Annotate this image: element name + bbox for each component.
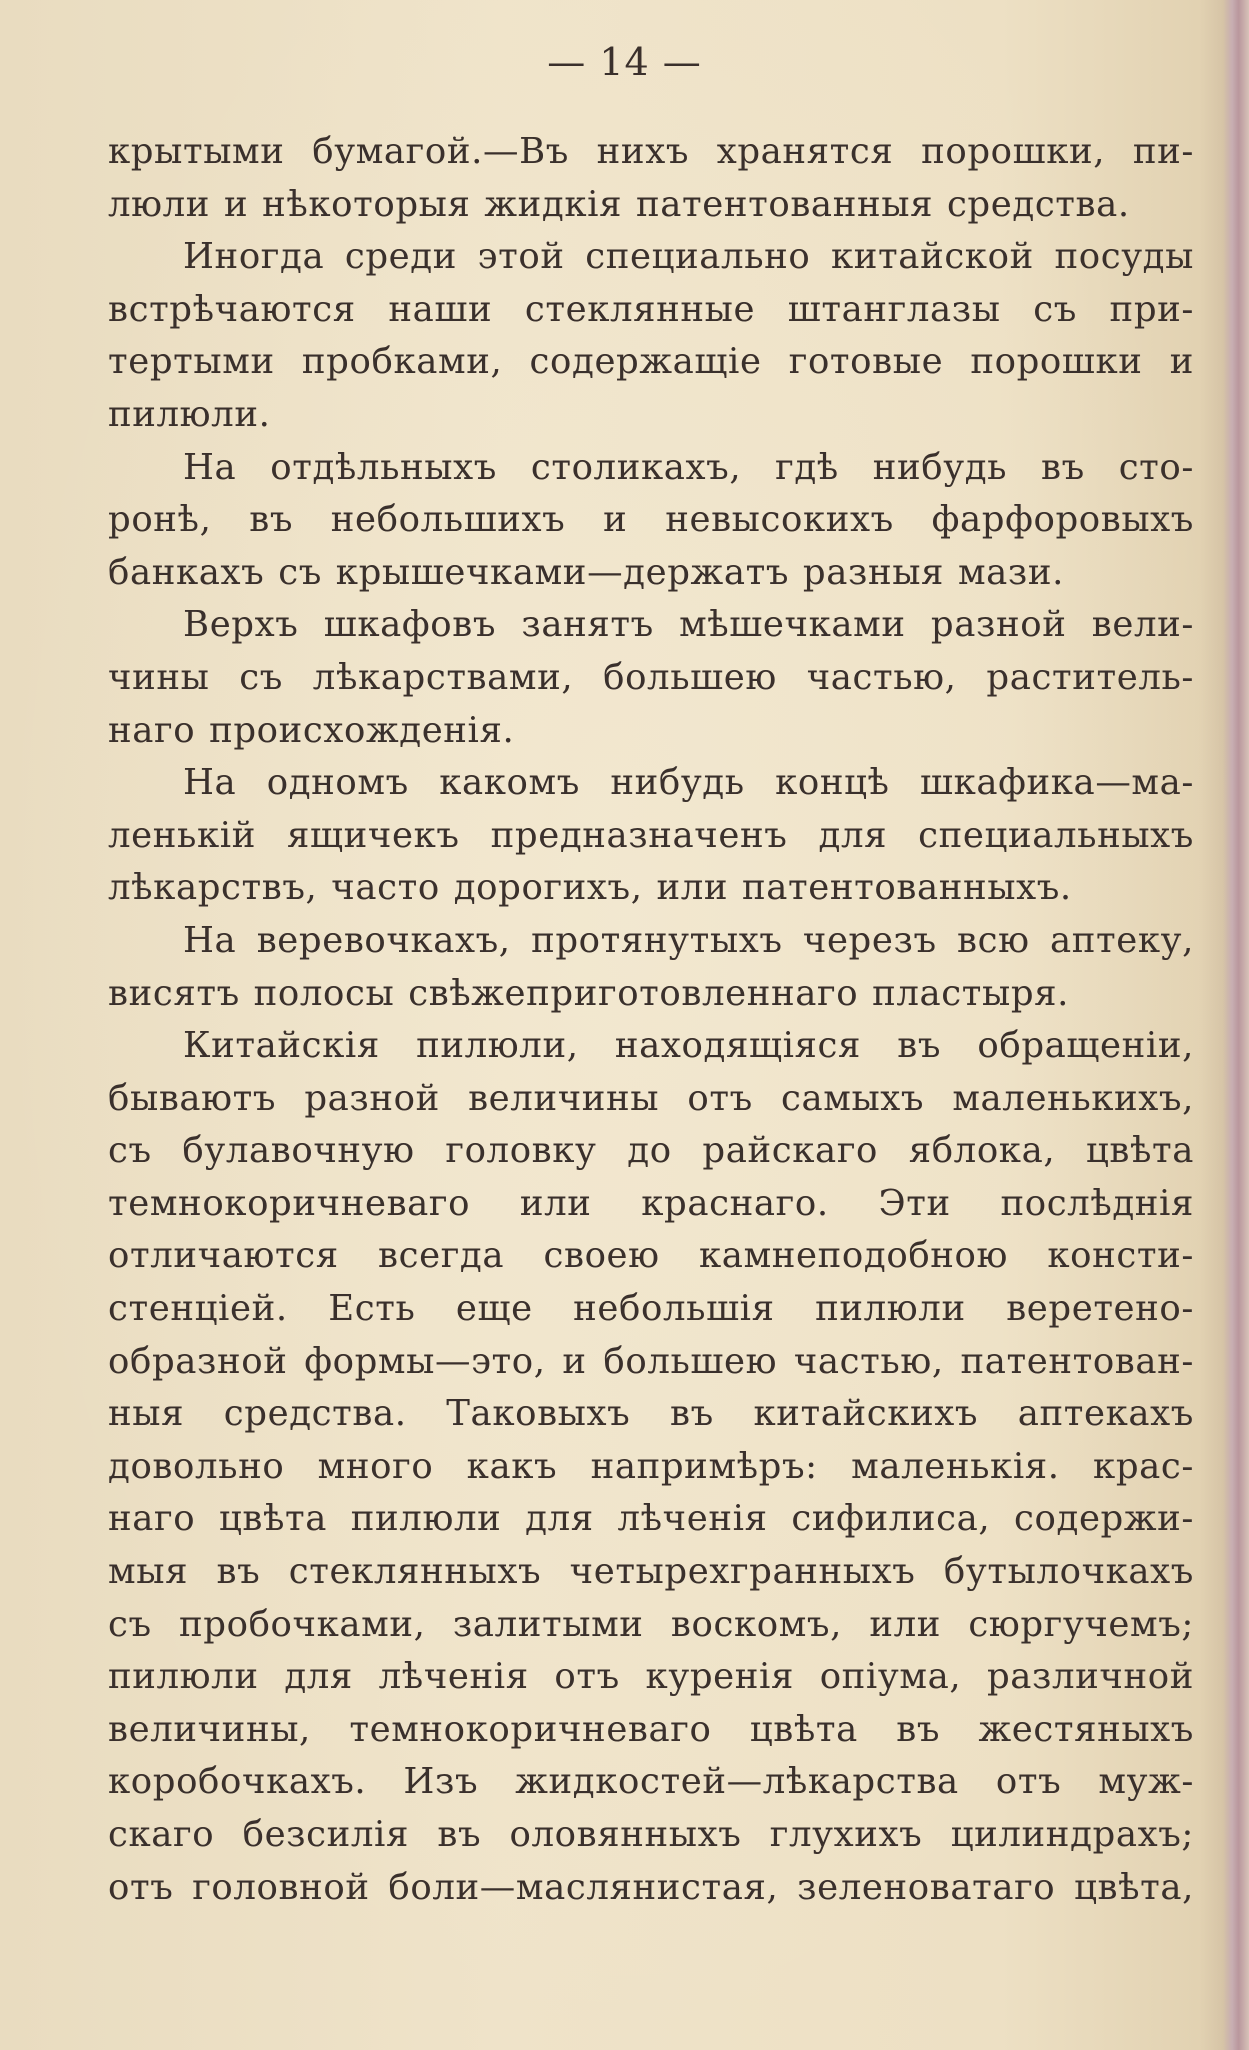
text-line: чины съ лѣкарствами, большею частью, раститель-	[108, 656, 1194, 698]
paragraph	[108, 126, 1194, 231]
text-line: темнокоричневаго или краснаго. Эти послѣднія	[108, 1182, 1194, 1224]
paragraph	[108, 757, 1194, 915]
paragraph	[108, 442, 1194, 600]
text-line: наго происхожденія.	[108, 709, 515, 751]
paragraph	[108, 915, 1194, 1020]
text-line: отъ головной боли—маслянистая, зеленоватаго цвѣта,	[108, 1866, 1194, 1908]
text-line: довольно много какъ напримѣръ: маленькія. крас-	[108, 1445, 1194, 1487]
text-line: образной формы—это, и большею частью, патентован-	[108, 1340, 1194, 1382]
text-line: стенціей. Есть еще небольшія пилюли веретено-	[108, 1288, 1194, 1330]
text-line: тертыми пробками, содержащіе готовые порошки и	[108, 341, 1194, 383]
text-line: люли и нѣкоторыя жидкія патентованныя средства.	[108, 183, 1130, 225]
text-line: Иногда среди этой специально китайской посуды	[183, 236, 1194, 278]
text-line: коробочкахъ. Изъ жидкостей—лѣкарства отъ муж-	[108, 1761, 1194, 1803]
text-line: встрѣчаются наши стеклянные штанглазы съ при-	[108, 288, 1194, 330]
page-edge	[1223, 0, 1249, 2050]
text-line: ныя средства. Таковыхъ въ китайскихъ аптекахъ	[108, 1393, 1194, 1435]
text-line: висятъ полосы свѣжеприготовленнаго пластыря.	[108, 972, 1070, 1014]
text-line: крытыми бумагой.—Въ нихъ хранятся порошки, пи-	[108, 131, 1194, 172]
text-line: скаго безсилія въ оловянныхъ глухихъ цилиндрахъ;	[108, 1814, 1194, 1855]
text-line: пилюли для лѣченія отъ куренія опіума, различной	[108, 1656, 1194, 1698]
text-line: бываютъ разной величины отъ самыхъ маленькихъ,	[108, 1077, 1194, 1119]
paragraph	[108, 231, 1194, 441]
text-line: Верхъ шкафовъ занятъ мѣшечками разной вели-	[183, 604, 1194, 646]
text-line: банкахъ съ крышечками—держатъ разныя мази.	[108, 551, 1065, 593]
text-line: съ пробочками, залитыми воскомъ, или сюргучемъ;	[108, 1603, 1194, 1645]
text-line: Китайскія пилюли, находящіяся въ обращеніи,	[183, 1025, 1194, 1067]
text-line: отличаются всегда своею камнеподобною консти-	[108, 1235, 1194, 1277]
text-line: пилюли.	[108, 393, 271, 435]
text-line: ронѣ, въ небольшихъ и невысокихъ фарфоровыхъ	[108, 499, 1194, 541]
text-line: съ булавочную головку до райскаго яблока, цвѣта	[108, 1130, 1194, 1172]
text-line: лѣкарствъ, часто дорогихъ, или патентованныхъ.	[108, 867, 1072, 909]
text-line: наго цвѣта пилюли для лѣченія сифилиса, содержи-	[108, 1498, 1194, 1540]
text-line: На отдѣльныхъ столикахъ, гдѣ нибудь въ сто-	[183, 446, 1194, 488]
text-line: ленькій ящичекъ предназначенъ для специальныхъ	[108, 814, 1194, 856]
text-line: величины, темнокоричневаго цвѣта въ жестяныхъ	[108, 1708, 1194, 1750]
body-text	[108, 126, 1194, 1914]
paragraph	[108, 1020, 1194, 1914]
page-number: — 14 —	[547, 40, 702, 84]
text-line: На веревочкахъ, протянутыхъ черезъ всю аптеку,	[183, 919, 1194, 961]
text-line: мыя въ стеклянныхъ четырехгранныхъ бутылочкахъ	[108, 1551, 1194, 1593]
paragraph	[108, 599, 1194, 757]
text-line: На одномъ какомъ нибудь концѣ шкафика—ма-	[183, 762, 1194, 804]
